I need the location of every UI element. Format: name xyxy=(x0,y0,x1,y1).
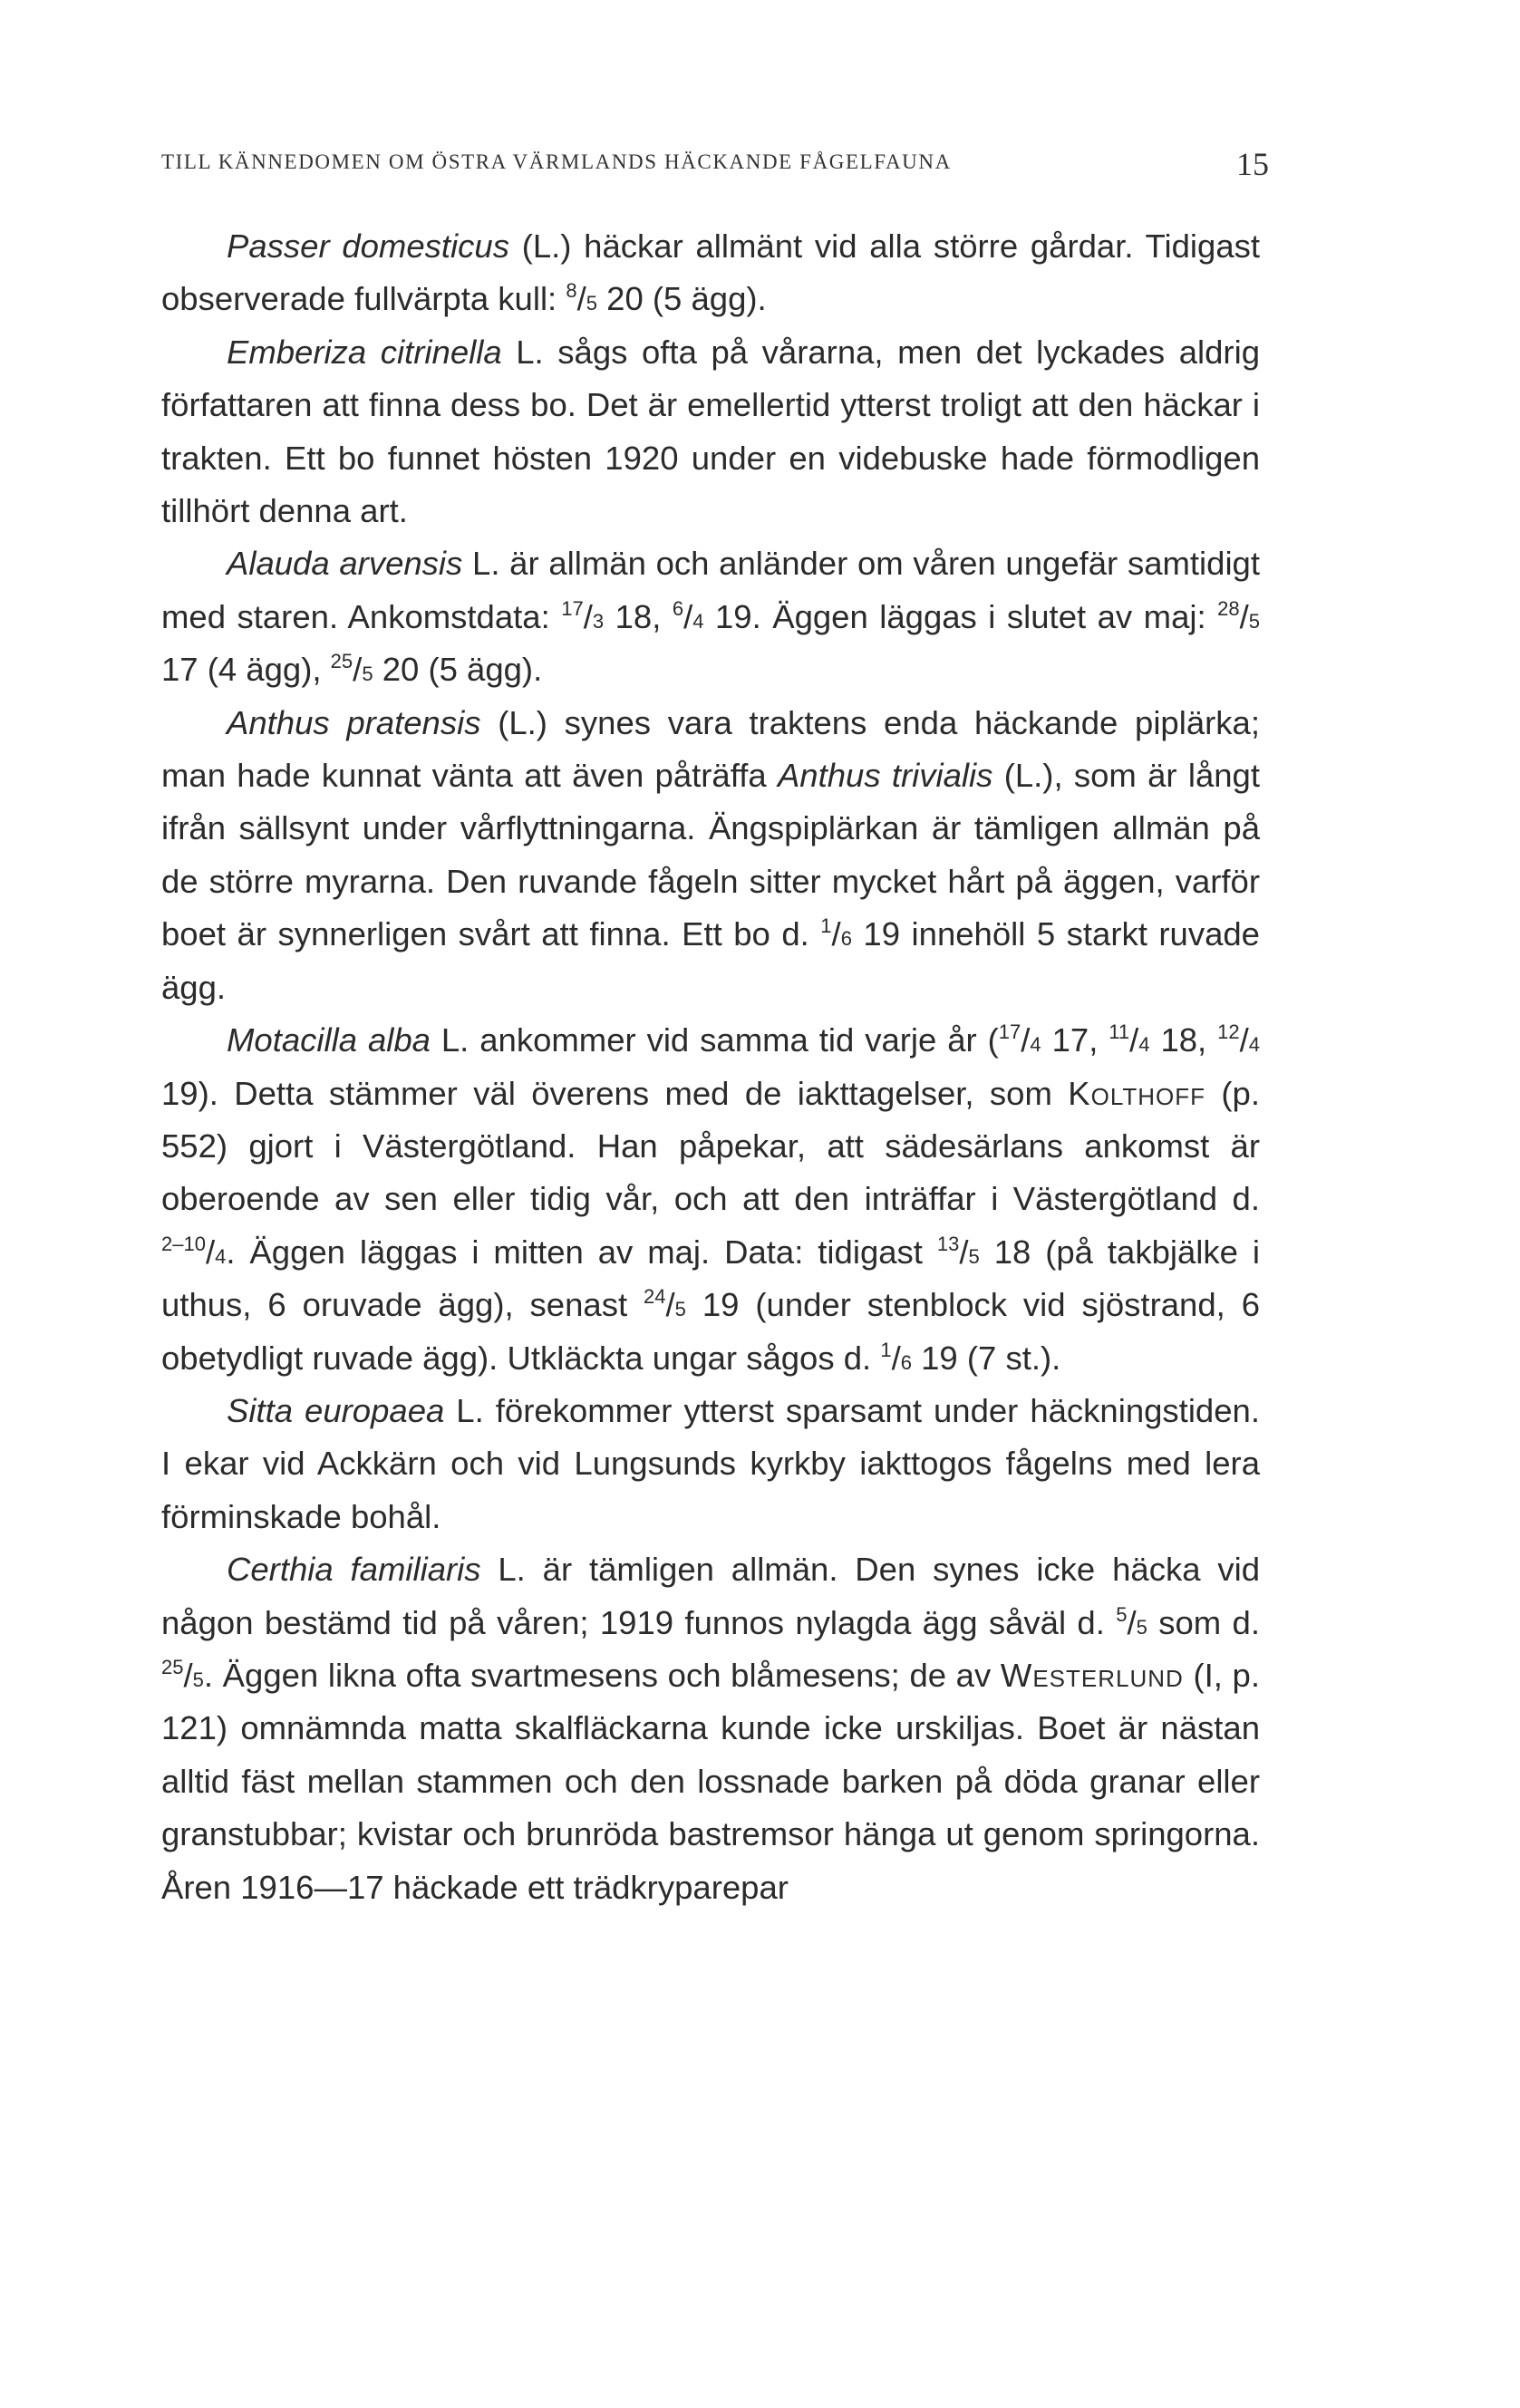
date-fraction: $^{12}$/4 xyxy=(1217,1020,1260,1059)
paragraph-text: 19). Detta stämmer väl överens med de iakttagelser, som xyxy=(161,1074,1069,1112)
date-fraction: $^1$/6 xyxy=(880,1338,912,1377)
paragraph-text: . Äggen läggas i mitten av maj. Data: tidigast xyxy=(226,1233,937,1271)
date-fraction: $^{17}$/4 xyxy=(998,1020,1041,1059)
date-fraction: $^1$/6 xyxy=(820,914,852,953)
paragraph-text: L. ankommer vid samma tid varje år ( xyxy=(430,1021,999,1059)
species-name: Certhia familiaris xyxy=(227,1551,481,1589)
date-fraction: $^5$/5 xyxy=(1116,1602,1147,1641)
page-number: 15 xyxy=(1236,146,1269,182)
species-name: Passer domesticus xyxy=(227,227,509,265)
paragraph-text: som d. xyxy=(1147,1603,1261,1641)
paragraph-text: 18 (på takbjälke i uthus, 6 oruvade ägg), senast xyxy=(161,1233,1261,1324)
paragraph-text: 19 (7 st.). xyxy=(911,1339,1061,1377)
paragraph-text: 19 innehöll 5 starkt ruvade ägg. xyxy=(161,915,1260,1006)
paragraph-text: (p. 552) gjort i Västergötland. Han påpekar, att sädesärlans ankomst är oberoende av sen eller tidig vår, och att den inträffar i Västergötland d. xyxy=(161,1074,1260,1218)
date-fraction: $^{11}$/4 xyxy=(1109,1020,1150,1059)
species-name: Emberiza citrinella xyxy=(227,333,502,371)
species-name: Motacilla alba xyxy=(227,1021,431,1059)
paragraph-text: (L.) synes vara traktens enda häckande piplärka; man hade kunnat vänta att även påträffa xyxy=(161,703,1260,795)
paragraph-text: 18, xyxy=(1149,1021,1218,1059)
date-fraction: $^6$/4 xyxy=(672,596,704,635)
date-fraction: $^{13}$/5 xyxy=(936,1232,980,1271)
date-fraction: $^{2-10}$/4 xyxy=(161,1232,227,1271)
paragraph-text: 17 (4 ägg), xyxy=(161,651,331,689)
species-name: Sitta europaea xyxy=(227,1391,445,1429)
species-name: Alauda arvensis xyxy=(227,545,463,583)
paragraph-emberiza-citrinella xyxy=(161,326,1260,538)
date-fraction: $^8$/5 xyxy=(566,279,597,318)
paragraph-text: 19. Äggen läggas i slutet av maj: xyxy=(703,597,1218,635)
paragraph-text: L. sågs ofta på vårarna, men det lyckades aldrig författaren att finna dess bo. Det är emellertid ytterst troligt att den häckar i trakten. Ett bo funnet hösten 1920 under en videbuske hade förmodligen tillhört denna art. xyxy=(161,333,1261,530)
paragraph-alauda-arvensis xyxy=(161,537,1260,696)
paragraph-text: (L.), som är långt ifrån sällsynt under vårflyttningarna. Ängspiplärkan är tämligen allmän på de större myrarna. Den ruvande fågeln sitter mycket hårt på äggen, varför boet är synnerligen svårt att finna. Ett bo d. xyxy=(161,757,1261,953)
paragraph-text: L. är allmän och anländer om våren ungefär samtidigt med staren. Ankomstdata: xyxy=(161,545,1260,635)
paragraph-sitta-europaea xyxy=(161,1385,1260,1543)
author-name: Westerlund xyxy=(1000,1656,1184,1694)
paragraph-text: 18, xyxy=(604,597,673,635)
paragraph-anthus-pratensis xyxy=(161,697,1260,1014)
paragraph-text: . Äggen likna ofta svartmesens och blåmesens; de av xyxy=(203,1656,1001,1694)
paragraph-text: (L.) häckar allmänt vid alla större gårdar. Tidigast observerade fullvärpta kull: xyxy=(161,227,1261,318)
running-head: TILL KÄNNEDOMEN OM ÖSTRA VÄRMLANDS HÄCKANDE FÅGELFAUNA xyxy=(161,150,952,173)
paragraph-text: 20 (5 ägg). xyxy=(373,651,543,689)
species-name: Anthus trivialis xyxy=(777,757,993,795)
paragraph-text: L. är tämligen allmän. Den synes icke häcka vid någon bestämd tid på våren; 1919 funnos nylagda ägg såväl d. xyxy=(161,1551,1261,1641)
author-name: Kolthoff xyxy=(1068,1074,1206,1112)
paragraph-text: 19 (under stenblock vid sjöstrand, 6 obetydligt ruvade ägg). Utkläckta ungar sågos d. xyxy=(161,1286,1260,1377)
date-fraction: $^{25}$/5 xyxy=(161,1655,204,1694)
paragraph-passer-domesticus xyxy=(161,220,1260,326)
paragraph-text: 20 (5 ägg). xyxy=(597,280,767,318)
body-text xyxy=(161,220,1260,1914)
paragraph-text: 17, xyxy=(1041,1021,1109,1059)
page-header xyxy=(161,146,1269,190)
species-name: Anthus pratensis xyxy=(227,703,481,741)
date-fraction: $^{24}$/5 xyxy=(644,1285,686,1324)
date-fraction: $^{25}$/5 xyxy=(330,650,373,689)
paragraph-text: L. förekommer ytterst sparsamt under häckningstiden. I ekar vid Ackkärn och vid Lungsunds kyrkby iakttogos fågelns med lera förminskade bohål. xyxy=(161,1391,1260,1535)
date-fraction: $^{28}$/5 xyxy=(1217,596,1260,635)
paragraph-text: (I, p. 121) omnämnda matta skalfläckarna kunde icke urskiljas. Boet är nästan alltid fäst mellan stammen och den lossnade barken på döda granar eller granstubbar; kvistar och brunröda bastremsor hänga ut genom springorna. Åren 1916—17 häckade ett trädkryparepar xyxy=(161,1656,1260,1906)
date-fraction: $^{17}$/3 xyxy=(561,596,605,635)
paragraph-motacilla-alba xyxy=(161,1014,1260,1385)
paragraph-certhia-familiaris xyxy=(161,1543,1260,1914)
